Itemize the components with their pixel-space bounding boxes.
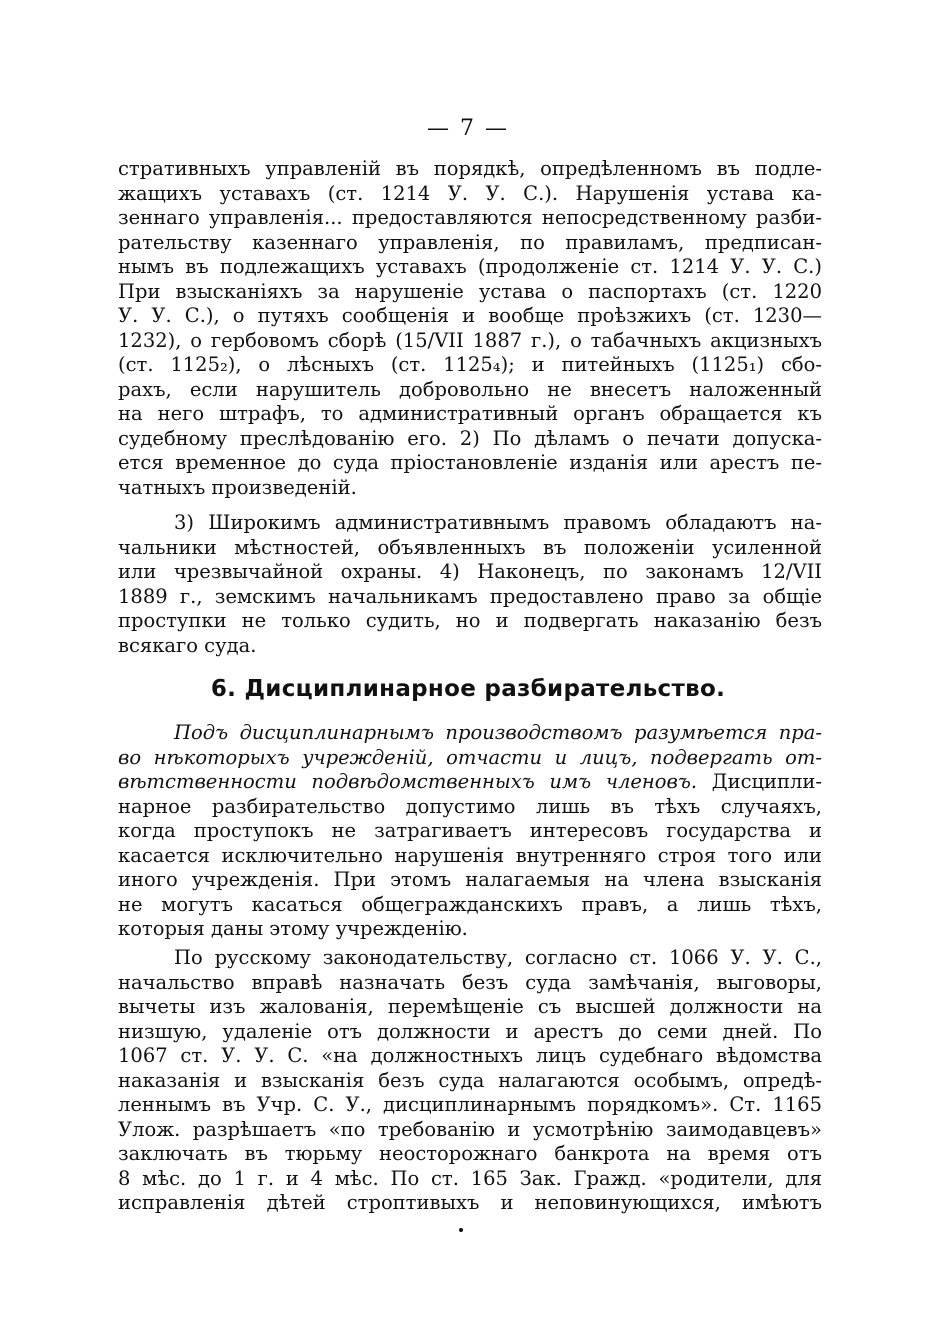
text-line: или чрезвычайной охраны. 4) Наконецъ, по законамъ 12/VII: [118, 560, 822, 583]
text-line: стративныхъ управленій въ порядкѣ, опредѣленномъ въ подле-: [118, 157, 822, 180]
text-line: во нѣкоторыхъ учрежденій, отчасти и лицъ, подвергать от-: [118, 745, 822, 769]
text-line: ется временное до суда пріостановленіе изданія или арестъ пе-: [118, 451, 822, 474]
text-line: не могутъ касаться общегражданскихъ правъ, а лишь тѣхъ,: [118, 892, 822, 916]
text-line: судебному преслѣдованію его. 2) По дѣламъ о печати допуска-: [118, 426, 822, 450]
text-line: проступки не только судить, но и подвергать наказанію безъ: [118, 609, 822, 632]
text-line: По русскому законодательству, согласно ст. 1066 У. У. С.,: [174, 946, 822, 969]
text-line: рательству казеннаго управленія, по правиламъ, предписан-: [118, 230, 822, 254]
text-line: леннымъ въ Учр. С. У., дисциплинарнымъ порядкомъ». Ст. 1165: [118, 1093, 822, 1116]
text-line: 1889 г., земскимъ начальникамъ предоставлено право за общіе: [118, 584, 822, 608]
text-line: всякаго суда.: [118, 633, 257, 657]
text-line: жащихъ уставахъ (ст. 1214 У. У. С.). Нарушенія устава ка-: [118, 181, 822, 205]
text-line: При взысканіяхъ за нарушеніе устава о паспортахъ (ст. 1220: [118, 279, 822, 303]
paragraph-2: [118, 511, 822, 658]
section-heading: 6. Дисциплинарное разбирательство.: [210, 676, 726, 702]
paragraph-4: [118, 946, 822, 1216]
text-line: У. У. С.), о путяхъ сообщенія и вообще проѣзжихъ (ст. 1230—: [118, 304, 822, 327]
text-line: нымъ въ подлежащихъ уставахъ (продолженіе ст. 1214 У. У. С.): [118, 255, 822, 278]
text-line: низшую, удаленіе отъ должности и арестъ до семи дней. По: [118, 1019, 822, 1043]
text-line: 8 мѣс. до 1 г. и 4 мѣс. По ст. 165 Зак. Гражд. «родители, для: [118, 1166, 822, 1190]
text-line: 1067 ст. У. У. С. «на должностныхъ лицъ судебнаго вѣдомства: [118, 1044, 822, 1067]
text-line: чатныхъ произведеній.: [118, 475, 357, 499]
text-line: Улож. разрѣшаетъ «по требованію и усмотрѣнію заимодавцевъ»: [118, 1117, 822, 1141]
text-line: вычеты изъ жалованія, перемѣщеніе съ высшей должности на: [118, 995, 822, 1018]
text-line: нарное разбирательство допустимо лишь въ тѣхъ случаяхъ,: [118, 794, 822, 818]
text-line: на него штрафъ, то административный органъ обращается къ: [118, 402, 822, 425]
paragraph-3: [118, 721, 822, 942]
text-line: (ст. 1125₂), о лѣсныхъ (ст. 1125₄); и питейныхъ (1125₁) сбо-: [118, 353, 822, 376]
text-line: начальство вправѣ назначать безъ суда замѣчанія, выговоры,: [118, 970, 822, 994]
text-line: зеннаго управленія... предоставляются непосредственному разби-: [118, 206, 822, 229]
definition-text: вѣтственности подвѣдомственныхъ имъ членовъ.: [118, 770, 698, 793]
text-line: иного учрежденія. При этомъ налагаемыя на члена взысканія: [118, 868, 822, 891]
text-line: 3) Широкимъ административнымъ правомъ обладаютъ на-: [174, 511, 822, 534]
print-speck: [459, 1228, 463, 1232]
text-line: наказанія и взысканія безъ суда налагаются особымъ, опредѣ-: [118, 1068, 822, 1092]
text-line: 1232), о гербовомъ сборѣ (15/VII 1887 г.), о табачныхъ акцизныхъ: [118, 328, 822, 352]
text-line: чальники мѣстностей, объявленныхъ въ положеніи усиленной: [118, 535, 822, 559]
page-number: — 7 —: [427, 116, 509, 141]
text-line: рахъ, если нарушитель добровольно не внесетъ наложенный: [118, 377, 822, 401]
text-line: заключать въ тюрьму неосторожнаго банкрота на время отъ: [118, 1142, 822, 1165]
text-line: касается исключительно нарушенія внутренняго строя того или: [118, 843, 822, 867]
text-line: исправленія дѣтей строптивыхъ и неповинующихся, имѣютъ: [118, 1191, 822, 1214]
text-line: Подъ дисциплинарнымъ производствомъ разумѣется пра-: [174, 721, 822, 744]
text-line: которыя даны этому учрежденію.: [118, 917, 468, 940]
text-line: [118, 770, 822, 795]
text-line: когда проступокъ не затрагиваетъ интересовъ государства и: [118, 819, 822, 842]
paragraph-1: [118, 157, 822, 500]
text-fragment: Дисципли-: [711, 770, 822, 793]
